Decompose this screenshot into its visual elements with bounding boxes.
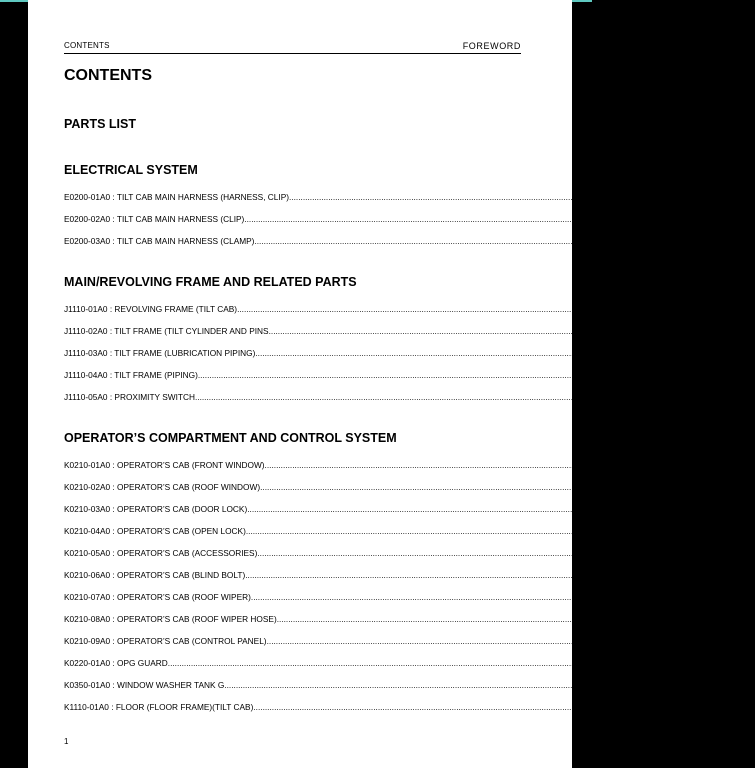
toc-entry-page: 18 [716, 348, 726, 358]
toc-leader-dots: ........................................................................................................................................................................................................ [266, 636, 728, 646]
toc-entry-label: K0210-01A0 : OPERATOR’S CAB (FRONT WINDOW) [64, 460, 265, 470]
toc-entry[interactable] [64, 680, 697, 690]
toc-leader-dots: ........................................................................................................................................................................................................ [253, 702, 715, 712]
toc-entry-label: E0200-03A0 : TILT CAB MAIN HARNESS (CLAMP) [64, 236, 255, 246]
toc-entry[interactable] [64, 592, 722, 602]
toc-entry-page: 24 [655, 392, 666, 402]
toc-leader-dots: ........................................................................................................................................................................................................ [237, 304, 699, 314]
toc-entry[interactable] [64, 348, 726, 358]
toc-entry-label: K0210-06A0 : OPERATOR’S CAB (BLIND BOLT) [64, 570, 246, 580]
toc-entry-label: J1110-01A0 : REVOLVING FRAME (TILT CAB) [64, 304, 238, 314]
toc-entry-page: 34 [708, 504, 718, 514]
toc-entry-label: K0210-08A0 : OPERATOR’S CAB (ROOF WIPER HOSE) [64, 614, 277, 624]
toc-entry-page: 10 [715, 236, 725, 246]
toc-entry-label: K0220-01A0 : OPG GUARD [64, 658, 168, 668]
toc-entry[interactable] [64, 236, 725, 246]
toc-entry-label: K0210-03A0 : OPERATOR’S CAB (DOOR LOCK) [64, 504, 248, 514]
toc-leader-dots: ........................................................................................................................................................................................................ [245, 570, 707, 580]
toc-entry-label: E0200-01A0 : TILT CAB MAIN HARNESS (HARNESS, CLIP) [64, 192, 290, 202]
toc-entry-label: K0210-07A0 : OPERATOR’S CAB (ROOF WIPER) [64, 592, 251, 602]
toc-leader-dots: ........................................................................................................................................................................................................ [247, 504, 709, 514]
toc-entry[interactable] [64, 370, 669, 380]
toc-entry-page: 44 [737, 614, 747, 624]
page-title: CONTENTS [64, 67, 152, 84]
toc-entry-page: 32 [721, 482, 731, 492]
toc-leader-dots: ........................................................................................................................................................................................................ [197, 370, 659, 380]
header-rule [64, 53, 521, 54]
toc-entry[interactable] [64, 304, 708, 314]
toc-entry[interactable] [64, 570, 716, 580]
toc-entry-page: 14 [698, 304, 708, 314]
toc-leader-dots: ........................................................................................................................................................................................................ [245, 526, 707, 536]
toc-entry[interactable] [64, 636, 737, 646]
toc-entry-label: K0350-01A0 : WINDOW WASHER TANK G. [64, 680, 227, 690]
toc-entry-page: 42 [711, 592, 722, 602]
toc-entry[interactable] [64, 504, 718, 514]
toc-entry[interactable] [64, 614, 747, 624]
toc-leader-dots: ........................................................................................................................................................................................................ [254, 236, 716, 246]
toc-leader-dots: ........................................................................................................................................................................................................ [250, 592, 712, 602]
toc-leader-dots: ........................................................................................................................................................................................................ [244, 214, 706, 224]
parts-list-heading: PARTS LIST [64, 117, 136, 131]
running-header-right: FOREWORD [462, 41, 521, 51]
toc-entry-page: 20 [658, 370, 669, 380]
toc-leader-dots: ........................................................................................................................................................................................................ [276, 614, 738, 624]
toc-entry[interactable] [64, 658, 639, 668]
section-heading-main-frame: MAIN/REVOLVING FRAME AND RELATED PARTS [64, 275, 357, 289]
document-page [28, 0, 755, 768]
toc-entry-page: 52 [714, 702, 724, 712]
toc-entry[interactable] [64, 392, 666, 402]
section-heading-operator-compartment: OPERATOR’S COMPARTMENT AND CONTROL SYSTEM [64, 431, 397, 445]
toc-entry-label: E0200-02A0 : TILT CAB MAIN HARNESS (CLIP) [64, 214, 245, 224]
toc-entry-page: 38 [718, 548, 728, 558]
toc-entry-page: 28 [725, 460, 735, 470]
toc-leader-dots: ........................................................................................................................................................................................................ [226, 680, 688, 690]
toc-entry-page: 6 [750, 192, 755, 202]
toc-entry[interactable] [64, 326, 739, 336]
toc-leader-dots: ........................................................................................................................................................................................................ [268, 326, 730, 336]
toc-entry[interactable] [64, 214, 710, 224]
toc-leader-dots: ........................................................................................................................................................................................................ [260, 482, 722, 492]
running-header-left: CONTENTS [64, 41, 110, 50]
toc-entry-page: 40 [706, 570, 716, 580]
toc-entry-page: 16 [729, 326, 739, 336]
toc-entry[interactable] [64, 526, 717, 536]
toc-entry-label: J1110-03A0 : TILT FRAME (LUBRICATION PIPING) [64, 348, 256, 358]
toc-entry-page: 8 [705, 214, 710, 224]
toc-entry-page: 48 [628, 658, 639, 668]
page-number: 1 [64, 737, 69, 746]
toc-entry-label: J1110-04A0 : TILT FRAME (PIPING) [64, 370, 198, 380]
toc-leader-dots: ........................................................................................................................................................................................................ [264, 460, 726, 470]
toc-leader-dots: ........................................................................................................................................................................................................ [257, 548, 719, 558]
toc-entry[interactable] [64, 460, 735, 470]
toc-entry-label: K0210-02A0 : OPERATOR’S CAB (ROOF WINDOW) [64, 482, 261, 492]
toc-entry[interactable] [64, 482, 731, 492]
toc-entry-label: J1110-02A0 : TILT FRAME (TILT CYLINDER AND PINS [64, 326, 269, 336]
toc-leader-dots: ........................................................................................................................................................................................................ [289, 192, 751, 202]
toc-entry-label: J1110-05A0 : PROXIMITY SWITCH [64, 392, 195, 402]
toc-entry-page: 46 [727, 636, 737, 646]
toc-leader-dots: ........................................................................................................................................................................................................ [194, 392, 656, 402]
toc-entry-label: K0210-04A0 : OPERATOR’S CAB (OPEN LOCK) [64, 526, 246, 536]
toc-entry-label: K0210-09A0 : OPERATOR’S CAB (CONTROL PANEL) [64, 636, 267, 646]
toc-entry[interactable] [64, 702, 724, 712]
toc-entry-page: 50 [687, 680, 697, 690]
toc-entry-label: K1110-01A0 : FLOOR (FLOOR FRAME)(TILT CAB) [64, 702, 254, 712]
toc-leader-dots: ........................................................................................................................................................................................................ [255, 348, 717, 358]
toc-entry[interactable] [64, 548, 728, 558]
section-heading-electrical: ELECTRICAL SYSTEM [64, 163, 198, 177]
toc-entry-label: K0210-05A0 : OPERATOR’S CAB (ACCESSORIES) [64, 548, 258, 558]
toc-leader-dots: ........................................................................................................................................................................................................ [167, 658, 629, 668]
toc-entry-page: 36 [706, 526, 717, 536]
toc-entry[interactable] [64, 192, 755, 202]
